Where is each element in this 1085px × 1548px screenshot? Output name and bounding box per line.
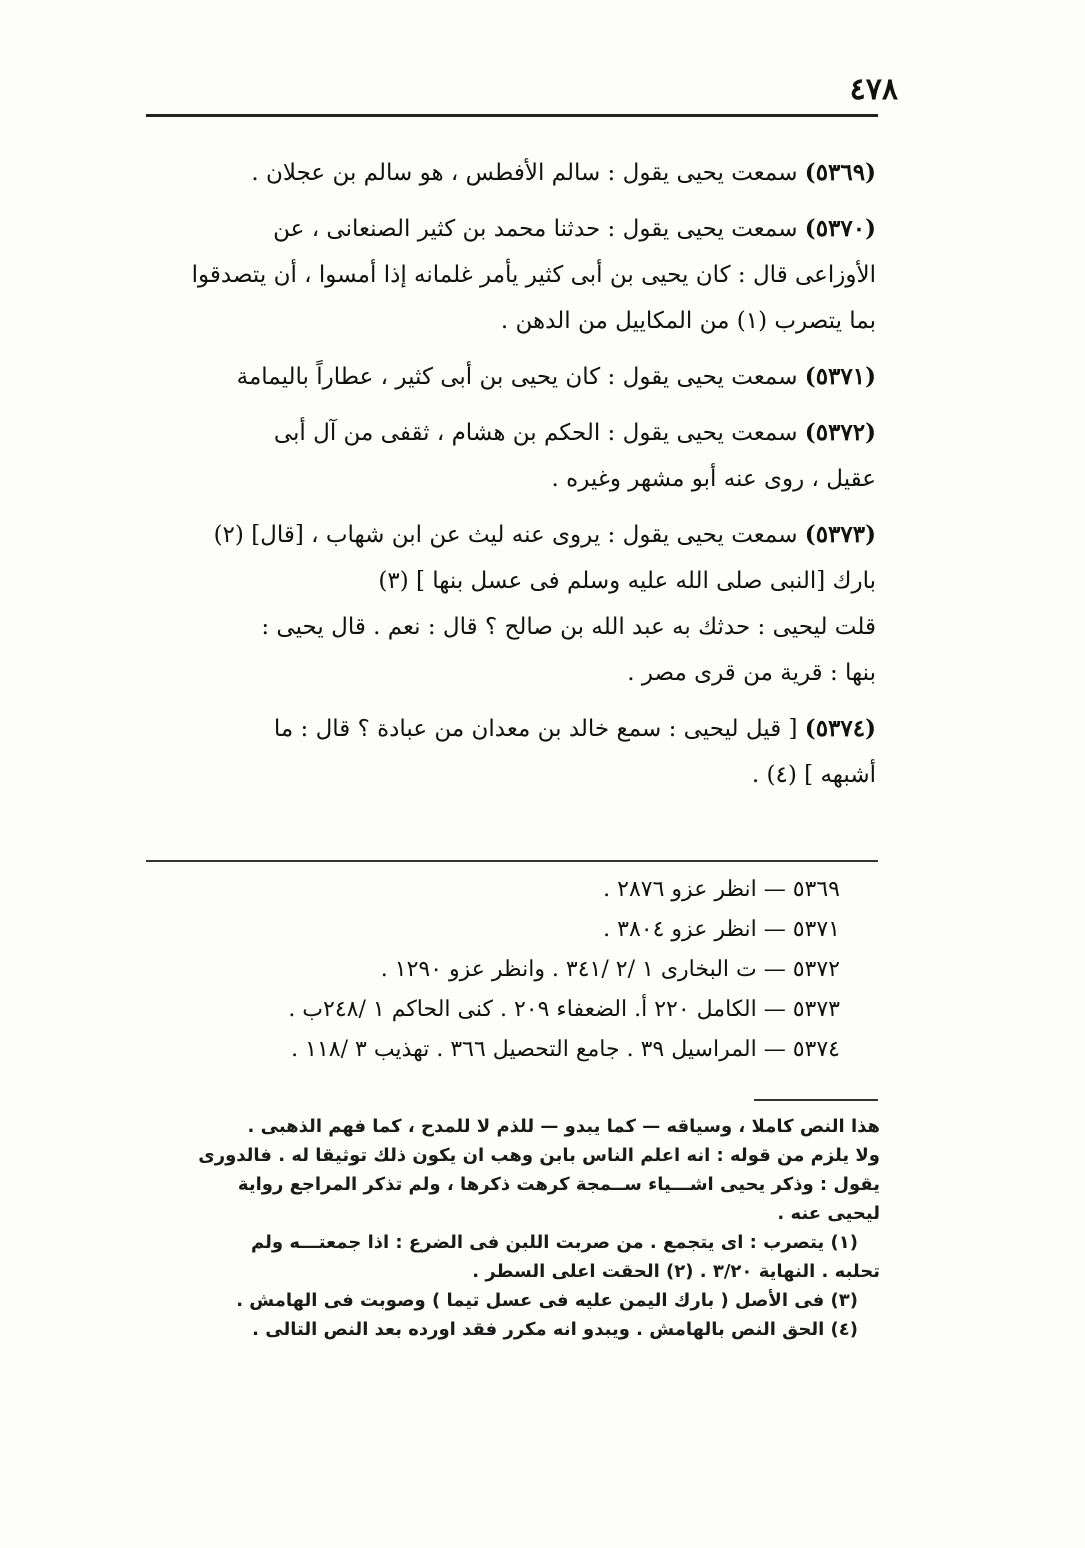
entry-line: بنها : قرية من قرى مصر . [627,660,876,686]
entry-5369 [150,150,876,196]
entry-5370 [150,206,876,344]
entry-5372 [150,410,876,502]
entry-number: (٥٣٧٤) [804,715,876,742]
entry-5374 [150,706,876,798]
entry-line: سمعت يحيى يقول : الحكم بن هشام ، ثقفى من آل أبى [273,420,798,446]
entry-line: الأوزاعى قال : كان يحيى بن أبى كثير يأمر غلمانه إذا أمسوا ، أن يتصدقوا [191,262,876,288]
entry-line: عقيل ، روى عنه أبو مشهر وغيره . [551,466,876,492]
footnote-line: (١) يتصرب : اى يتجمع . من صربت اللبن فى الضرع : اذا جمعتـــه ولم [251,1232,858,1253]
entry-5373 [150,512,876,696]
entry-line: بارك [النبى صلى الله عليه وسلم فى عسل بنها ] (٣) [378,568,876,594]
reference-item: ٥٣٧٢ — ت البخارى ١ /٢ /٣٤١ . وانظر عزو ١٢٩٠ . [380,957,840,982]
footnote-line: (٣) فى الأصل ( بارك اليمن عليه فى عسل تيما ) وصوبت فى الهامش . [236,1290,858,1311]
reference-item: ٥٣٧٣ — الكامل ٢٢٠ أ. الضعفاء ٢٠٩ . كنى الحاكم ١ /٢٤٨ب . [288,997,840,1022]
entry-line: سمعت يحيى يقول : سالم الأفطس ، هو سالم بن عجلان . [251,160,798,186]
entry-line: قلت ليحيى : حدثك به عبد الله بن صالح ؟ قال : نعم . قال يحيى : [261,614,876,640]
entry-5371 [150,354,876,400]
footnotes [150,1112,880,1344]
entry-number: (٥٣٧٢) [804,419,876,446]
entry-line: سمعت يحيى يقول : حدثنا محمد بن كثير الصنعانى ، عن [273,216,798,242]
note-line: يقول : وذكر يحيى اشـــياء ســمجة كرهت ذكرها ، ولم تذكر المراجع رواية [237,1174,880,1195]
note-line: هذا النص كاملا ، وسياقه — كما يبدو — للذم لا للمدح ، كما فهم الذهبى . [247,1116,880,1137]
main-text [150,150,876,808]
header-rule [146,114,878,117]
entry-number: (٥٣٧١) [804,363,876,390]
reference-item: ٥٣٧١ — انظر عزو ٣٨٠٤ . [603,917,840,942]
references-divider [146,860,878,862]
references-list [150,870,840,1070]
entry-line: سمعت يحيى يقول : كان يحيى بن أبى كثير ، عطاراً باليمامة [236,364,798,390]
entry-number: (٥٣٦٩) [804,159,876,186]
entry-number: (٥٣٧٠) [804,215,876,242]
reference-item: ٥٣٧٤ — المراسيل ٣٩ . جامع التحصيل ٣٦٦ . تهذيب ٣ /١١٨ . [291,1037,840,1062]
footnote-line: تحلبه . النهاية ٣/٢٠ . (٢) الحقت اعلى السطر . [472,1261,880,1282]
entry-number: (٥٣٧٣) [804,521,876,548]
reference-item: ٥٣٦٩ — انظر عزو ٢٨٧٦ . [603,877,840,902]
note-line: ليحيى عنه . [777,1203,880,1224]
footnote-line: (٤) الحق النص بالهامش . ويبدو انه مكرر فقد اورده بعد النص التالى . [252,1319,858,1340]
footnotes-divider [754,1099,878,1101]
page-number: ٤٧٨ [849,72,898,107]
note-line: ولا يلزم من قوله : انه اعلم الناس بابن وهب ان يكون ذلك توثيقا له . فالدورى [198,1145,880,1166]
entry-line: بما يتصرب (١) من المكاييل من الدهن . [500,308,876,334]
entry-line: سمعت يحيى يقول : يروى عنه ليث عن ابن شهاب ، [قال] (٢) [213,522,798,548]
entry-line: أشبهه ] (٤) . [751,762,876,788]
entry-line: [ قيل ليحيى : سمع خالد بن معدان من عبادة ؟ قال : ما [273,716,798,742]
